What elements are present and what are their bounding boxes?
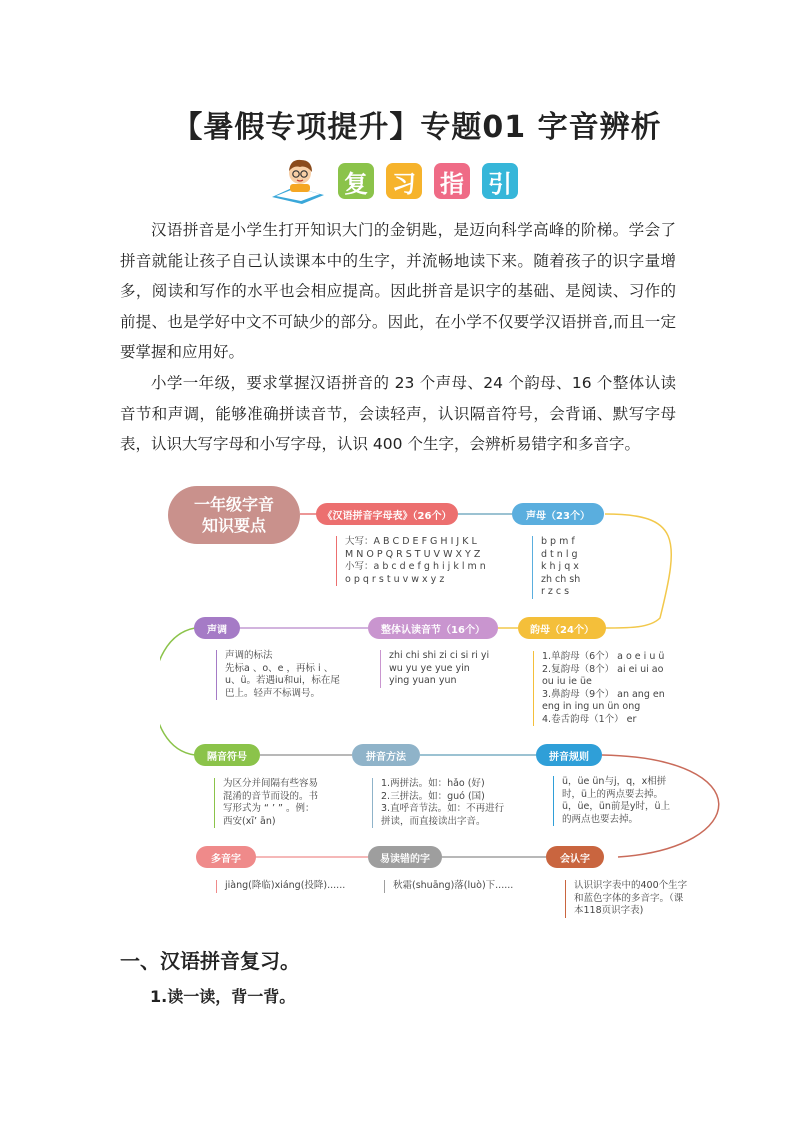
node-rules: 拼音规则 <box>536 744 602 766</box>
detail-method: 1.两拼法。如：hǎo (好) 2.三拼法。如：guó (国) 3.直呼音节法。如：不再进行 拼读，而直接读出字音。 <box>372 778 504 828</box>
detail-finals: 1.单韵母（6个） a o e i u ü 2.复韵母（8个） ai ei ui ao ou iu ie üe 3.鼻韵母（9个） an ang en eng in ing un ün ong 4.卷舌韵母（1个） er <box>533 651 665 726</box>
node-recognize: 会认字 <box>546 846 604 868</box>
banner-char-1: 复 <box>338 163 374 199</box>
mind-map-center: 一年级字音 知识要点 <box>168 486 300 544</box>
node-initials: 声母（23个） <box>512 503 604 525</box>
node-finals: 韵母（24个） <box>518 617 606 639</box>
node-method: 拼音方法 <box>352 744 420 766</box>
node-whole-syllables: 整体认读音节（16个） <box>368 617 498 639</box>
detail-separator: 为区分并间隔有些容易 混淆的音节而设的。书 写形式为 “ ’ ” 。例： 西安(xī’ ān) <box>214 778 318 828</box>
detail-initials: b p m f d t n l g k h j q x zh ch sh r z c s <box>532 536 580 599</box>
sub-heading: 1.读一读，背一背。 <box>150 987 296 1006</box>
review-guide-banner <box>270 157 530 205</box>
node-confusing: 易读错的字 <box>368 846 442 868</box>
intro-paragraph-2: 小学一年级，要求掌握汉语拼音的 23 个声母、24 个韵母、16 个整体认读音节和声调，能够准确拼读音节，会读轻声，认识隔音符号，会背诵、默写字母表，认识大写字母和小写字母，认识 400 个生字，会辨析易错字和多音字。 <box>120 374 676 453</box>
detail-confusing: 秋霜(shuāng)落(luò)下...... <box>384 880 513 893</box>
detail-polyphone: jiàng(降临)xiáng(投降)...... <box>216 880 345 893</box>
detail-recognize: 认识识字表中的400个生字 和蓝色字体的多音字。（课 本118页识字表) <box>565 880 687 918</box>
node-tones: 声调 <box>194 617 240 639</box>
node-polyphone: 多音字 <box>196 846 256 868</box>
banner-char-4: 引 <box>482 163 518 199</box>
banner-char-3: 指 <box>434 163 470 199</box>
page-title: 【暑假专项提升】专题01 字音辨析 <box>172 110 662 145</box>
knowledge-mind-map <box>160 478 740 923</box>
detail-alphabet: 大写：A B C D E F G H I J K L M N O P Q R S T U V W X Y Z 小写：a b c d e f g h i j k l m n o p q r s t u v w x y z <box>336 536 486 586</box>
node-alphabet: 《汉语拼音字母表》（26个） <box>316 503 458 525</box>
intro-paragraph-1: 汉语拼音是小学生打开知识大门的金钥匙，是迈向科学高峰的阶梯。学会了拼音就能让孩子自己认读课本中的生字，并流畅地读下来。随着孩子的识字量增多，阅读和写作的水平也会相应提高。因此拼音是识字的基础、是阅读、习作的前提、也是学好中文不可缺少的部分。因此，在小学不仅要学汉语拼音,而且一定要掌握和应用好。 <box>120 221 676 361</box>
detail-whole-syllables: zhi chi shi zi ci si ri yi wu yu ye yue yin ying yuan yun <box>380 650 489 688</box>
detail-rules: ü，üe ün与j，q，x相拼 时，ü上的两点要去掉。 ü，üe，ün前是y时，ü上 的两点也要去掉。 <box>553 776 670 826</box>
node-separator: 隔音符号 <box>194 744 260 766</box>
section-heading: 一、汉语拼音复习。 <box>120 949 300 973</box>
detail-tones: 声调的标法 先标a 、o、e ，再标 i 、 u、ü。若遇iu和ui，标在尾 巴上。轻声不标调号。 <box>216 650 340 700</box>
banner-char-2: 习 <box>386 163 422 199</box>
student-reading-icon <box>270 157 326 205</box>
